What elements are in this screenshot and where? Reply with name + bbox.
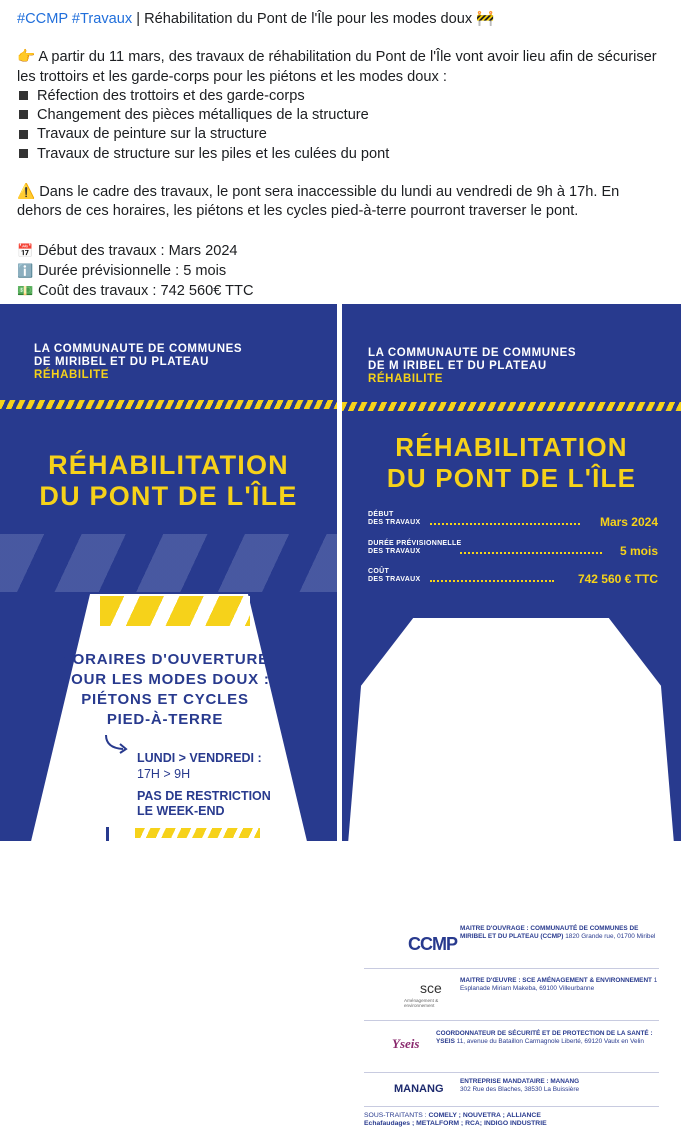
post-warning bbox=[17, 183, 667, 222]
construction-icon: 🚧 bbox=[476, 11, 495, 27]
info-icon: ℹ️ bbox=[17, 262, 34, 278]
intro-text: A partir du 11 mars, des travaux de réhabilitation du Pont de l'Île vont avoir lieu afin de sécuriser les trottoirs et les garde-corps pour les piétons et les modes doux : bbox=[17, 49, 657, 85]
info-row-start: DÉBUT DES TRAVAUX Mars 2024 bbox=[368, 511, 658, 529]
cost-value: 742 560 € TTC bbox=[577, 572, 658, 586]
subcontractors-entry: SOUS-TRAITANTS : COMELY ; NOUVETRA ; ALLIANCE Echafaudages ; METALFORM ; RCA; INDIGO INDUSTRIE bbox=[364, 1112, 547, 1128]
square-bullet-icon bbox=[19, 110, 28, 119]
pointing-hand-icon: 👉 bbox=[17, 49, 36, 66]
headline-separator: | bbox=[136, 11, 141, 27]
square-bullet-icon bbox=[19, 130, 28, 139]
barrier-stripes bbox=[0, 534, 337, 592]
yseis-logo: Yseis bbox=[392, 1036, 420, 1051]
bullet-item: Travaux de peinture sur la structure bbox=[17, 125, 667, 144]
warning-icon: ⚠️ bbox=[17, 184, 36, 201]
headline-text: Réhabilitation du Pont de l'Île pour les modes doux bbox=[144, 11, 473, 27]
bullet-item: Réfection des trottoirs et des garde-corps bbox=[17, 87, 667, 106]
post-headline bbox=[17, 10, 667, 29]
calendar-icon: 📅 bbox=[17, 242, 34, 258]
square-bullet-icon bbox=[19, 149, 28, 158]
moe-entry: MAITRE D'ŒUVRE : SCE AMÉNAGEMENT & ENVIRONNEMENT 1 Esplanade Miriam Makeba, 69100 Villeurbanne bbox=[460, 977, 658, 993]
caution-tape-bottom bbox=[135, 828, 260, 838]
poster-org-name: LA COMMUNAUTE DE COMMUNES DE M IRIBEL ET DU PLATEAU RÉHABILITE bbox=[368, 347, 577, 385]
partners-card bbox=[342, 604, 681, 1128]
post-text bbox=[17, 10, 667, 302]
bullet-item: Travaux de structure sur les piles et les culées du pont bbox=[17, 145, 667, 164]
manang-logo: MANANG bbox=[394, 1083, 444, 1095]
ccmp-logo: CCMP bbox=[408, 934, 457, 954]
hashtags-link[interactable]: #CCMP #Travaux bbox=[17, 11, 133, 27]
duration-value: 5 mois bbox=[619, 544, 658, 558]
arrow-icon bbox=[103, 734, 129, 754]
poster-title: RÉHABILITATION DU PONT DE L'ÎLE bbox=[386, 432, 637, 493]
moa-entry: MAITRE D'OUVRAGE : COMMUNAUTÉ DE COMMUNES DE MIRIBEL ET DU PLATEAU (CCMP) 1820 Grande rue, 01700 Miribel bbox=[460, 925, 656, 941]
warning-text: Dans le cadre des travaux, le pont sera inaccessible du lundi au vendredi de 9h à 17h. En dehors de ces horaires, les piétons et les cycles pied-à-terre pourront traverser le pont. bbox=[17, 184, 620, 220]
fact-item: ℹ️ Durée prévisionnelle : 5 mois bbox=[17, 262, 227, 279]
bullet-item: Changement des pièces métalliques de la structure bbox=[17, 106, 667, 125]
caution-tape bbox=[0, 400, 337, 409]
card-caution-stripes bbox=[100, 596, 250, 626]
schedule-days: LUNDI > VENDREDI : bbox=[137, 751, 262, 765]
info-row-cost: COÛT DES TRAVAUX 742 560 € TTC bbox=[368, 568, 658, 586]
arrow-stem bbox=[106, 827, 109, 841]
csps-entry: COORDONNATEUR DE SÉCURITÉ ET DE PROTECTION DE LA SANTÉ : YSEIS 11, avenue du Bataillon Carmagnole Liberté, 69120 Vaulx en Velin bbox=[436, 1030, 653, 1046]
weekend-note: PAS DE RESTRICTION LE WEEK-END bbox=[137, 789, 271, 818]
caution-tape bbox=[342, 402, 681, 411]
poster-right-image[interactable] bbox=[342, 304, 681, 1128]
post-intro bbox=[17, 48, 667, 87]
money-icon: 💵 bbox=[17, 283, 34, 299]
hours-title: HORAIRES D'OUVERTURE POUR LES MODES DOUX : PIÉTONS ET CYCLES PIED-À-TERRE bbox=[60, 651, 270, 728]
mandataire-entry: ENTREPRISE MANDATAIRE : MANANG 302 Rue des Blaches, 38530 La Buissière bbox=[460, 1078, 580, 1094]
sce-logo: sce bbox=[420, 980, 442, 996]
poster-title: RÉHABILITATION DU PONT DE L'ÎLE bbox=[39, 450, 298, 511]
start-value: Mars 2024 bbox=[599, 515, 658, 529]
schedule-time: 17H > 9H bbox=[137, 767, 191, 781]
fact-item: 💵 Coût des travaux : 742 560€ TTC bbox=[17, 283, 254, 300]
poster-org-name: LA COMMUNAUTE DE COMMUNES DE MIRIBEL ET DU PLATEAU RÉHABILITE bbox=[34, 343, 243, 381]
square-bullet-icon bbox=[19, 91, 28, 100]
fact-item: 📅 Début des travaux : Mars 2024 bbox=[17, 242, 238, 259]
info-row-duration: DURÉE PRÉVISIONNELLE DES TRAVAUX 5 mois bbox=[368, 540, 658, 558]
poster-left-image[interactable] bbox=[0, 304, 337, 841]
sce-tagline: Aménagement & environnement bbox=[404, 998, 439, 1008]
